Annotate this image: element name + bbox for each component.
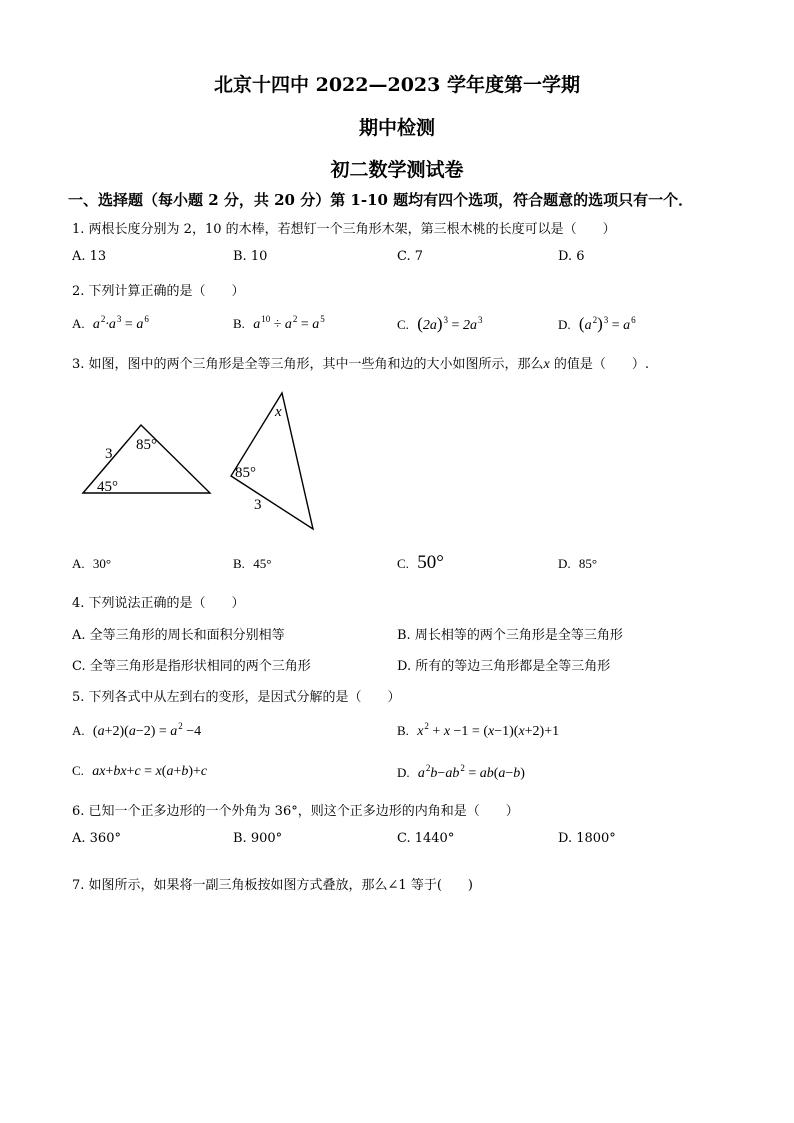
q5-option-c-label: C. [72,763,84,778]
right-triangle-top-angle: x [275,404,282,420]
q5-option-b-label: B. [397,723,409,738]
q2-option-a-label: A. [72,316,85,331]
q4-option-a: A. 全等三角形的周长和面积分别相等 [72,628,285,643]
q3-option-b [233,556,271,572]
q3-option-d-value: 85° [578,556,598,571]
q6-option-d: D. 1800° [558,831,616,846]
exam-subtitle: 期中检测 [358,117,435,139]
q3-option-c-value: 50° [417,552,444,573]
q3-option-d-label: D. [558,556,571,571]
q2-option-a: A. $a^2\cdot a^3 = a^6$ [72,314,149,332]
question-5-stem: 5. 下列各式中从左到右的变形，是因式分解的是（ ） [72,690,401,705]
q2-option-d: D. $(a^2)^3 = a^6$ [558,314,636,333]
q1-option-c: C. 7 [397,249,424,264]
section-heading-multiple-choice: 一、选择题（每小题 2 分，共 20 分）第 1-10 题均有四个选项，符合题意的选项只有一个． [68,191,694,209]
q3-option-a [72,556,111,572]
question-3-stem [72,353,649,373]
q6-option-a: A. 360° [72,831,121,846]
q6-option-c: C. 1440° [397,831,455,846]
q5-option-b: B. $x^2 + x -1 = (x-1)(x+2)+1$ [397,721,560,739]
q4-option-d: D. 所有的等边三角形都是全等三角形 [397,659,611,674]
q3-option-b-value: 45° [253,556,272,571]
right-triangle-left-angle: 85° [235,465,256,481]
q2-option-c-label: C. [397,317,409,332]
exam-title: 北京十四中 2022—2023 学年度第一学期 [214,74,580,96]
q3-stem-after: 的值是（ ）. [549,357,650,372]
right-triangle [231,393,313,529]
q1-option-b: B. 10 [233,249,268,264]
q3-option-a-label: A. [72,556,85,571]
q3-option-c [397,552,444,574]
q5-option-d-label: D. [397,765,410,780]
q3-option-a-value: 30° [92,556,112,571]
question-1-stem: 1. 两根长度分别为 2，10 的木棒，若想钉一个三角形木架，第三根木桃的长度可以是（ ） [72,222,616,237]
exam-paper-name: 初二数学测试卷 [330,159,464,181]
q2-option-b-label: B. [233,316,245,331]
left-triangle-side-label: 3 [105,446,113,462]
q1-option-a: A. 13 [72,249,107,264]
left-triangle-top-angle: 85° [136,437,157,453]
q3-stem-variable: x [543,357,550,372]
q3-option-d [558,556,597,572]
q5-option-d: D. $a^2b-ab^2 = ab(a-b)$ [397,763,525,781]
question-6-stem: 6. 已知一个正多边形的一个外角为 36°，则这个正多边形的内角和是（ ） [72,804,519,819]
q3-congruent-triangles-figure [70,385,330,540]
q2-option-c: C. $(2a)^3 = 2a^3$ [397,314,483,333]
q6-option-b: B. 900° [233,831,283,846]
q3-option-b-label: B. [233,556,245,571]
q5-option-c: C. ax+bx+c = x(a+b)+c [72,763,208,779]
q2-option-d-label: D. [558,317,571,332]
question-7-stem: 7. 如图所示，如果将一副三角板按如图方式叠放，那么∠1 等于( ) [72,878,473,893]
q4-option-b: B. 周长相等的两个三角形是全等三角形 [397,628,623,643]
q5-option-a: A. $(a+2)(a-2) = a^2 -4$ [72,721,202,739]
q4-option-c: C. 全等三角形是指形状相同的两个三角形 [72,659,311,674]
question-4-stem: 4. 下列说法正确的是（ ） [72,596,245,611]
q2-option-b: B. $a^{10} \div a^2 = a^5$ [233,314,325,332]
q1-option-d: D. 6 [558,249,585,264]
q3-option-c-label: C. [397,556,409,571]
question-2-stem: 2. 下列计算正确的是（ ） [72,284,245,299]
q5-option-a-label: A. [72,723,85,738]
q3-stem-before: 3. 如图，图中的两个三角形是全等三角形，其中一些角和边的大小如图所示，那么 [72,357,544,372]
left-triangle-bottom-angle: 45° [97,479,118,495]
left-triangle [83,425,210,495]
right-triangle-side-label: 3 [254,497,262,513]
